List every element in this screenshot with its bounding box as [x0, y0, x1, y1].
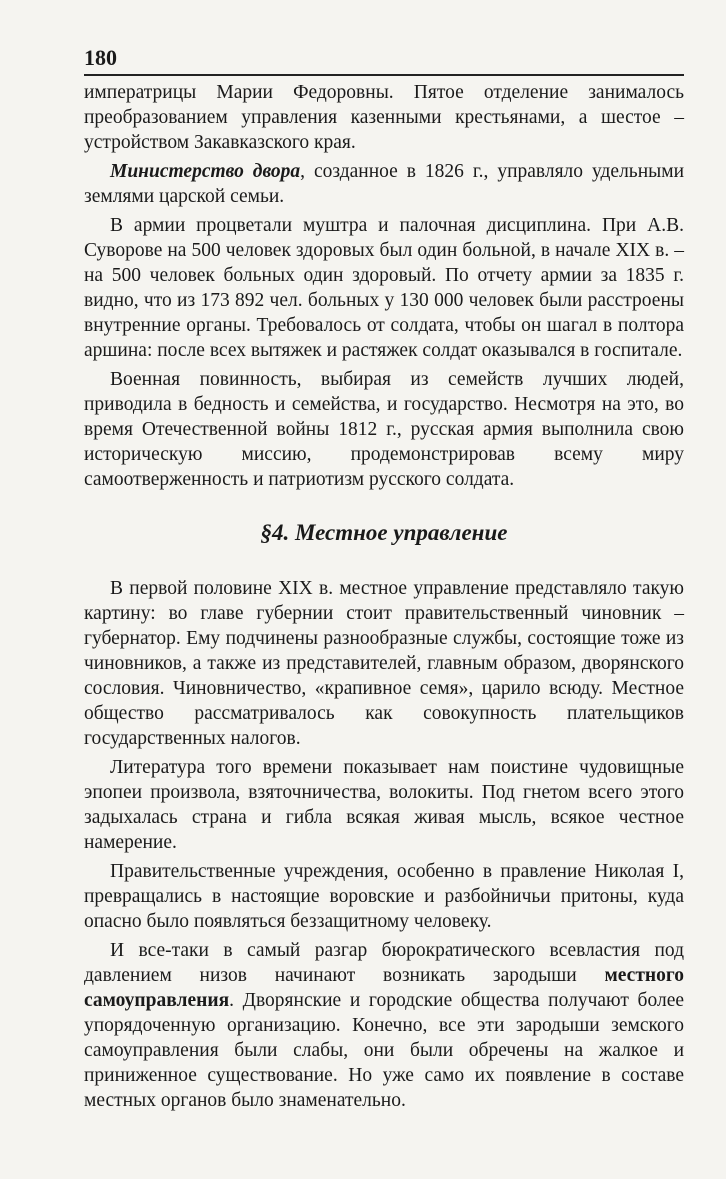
header-rule	[84, 74, 684, 76]
term-ministry-court: Министерство двора	[110, 161, 301, 182]
paragraph-ministry-court	[84, 159, 684, 209]
paragraph-literature: Литература того времени показывает нам поистине чудовищные эпопеи произвола, взяточничества, волокиты. Под гнетом всего этого задыхалась страна и гибла всякая живая мысль, всякое честное намерение.	[84, 757, 684, 853]
paragraph-continuation: императрицы Марии Федоровны. Пятое отделение занималось преобразованием управления казенными крестьянами, а шестое – устройством Закавказского края.	[84, 82, 684, 153]
paragraph-self-government-pre: И все-таки в самый разгар бюрократического всевластия под давлением низов начинают возникать зародыши	[84, 940, 684, 986]
page-number: 180	[84, 45, 117, 70]
paragraph-military-duty: Военная повинность, выбирая из семейств лучших людей, приводила в бедность и семейства, и государство. Несмотря на это, во время Отечественной войны 1812 г., русская армия выполнила свою историческую миссию, продемонстрировав всему миру самоотверженность и патриотизм русского солдата.	[84, 369, 684, 490]
section-title: §4. Местное управление	[260, 520, 508, 545]
paragraph-self-government-post: . Дворянские и городские общества получают более упорядоченную организацию. Конечно, все эти зародыши земского самоуправления были слабы, они были обречены на жалкое и приниженное существование. Но уже само их появление в составе местных органов было знаменательно.	[84, 990, 684, 1111]
term-local-self-government: местного самоуправления	[84, 965, 684, 1011]
paragraph-institutions: Правительственные учреждения, особенно в правление Николая I, превращались в настоящие воровские и разбойничьи притоны, куда опасно было появляться беззащитному человеку.	[84, 861, 684, 932]
book-page	[84, 44, 684, 1117]
paragraph-self-government	[84, 938, 684, 1113]
paragraph-ministry-court-text: , созданное в 1826 г., управляло удельными землями царской семьи.	[84, 161, 685, 207]
paragraph-army-drill: В армии процветали муштра и палочная дисциплина. При А.В. Суворове на 500 человек здоровых был один больной, в начале XIX в. – на 500 человек больных один здоровый. По отчету армии за 1835 г. видно, что из 173 892 чел. больных у 130 000 человек были расстроены внутренние органы. Требовалось от солдата, чтобы он шагал в полтора аршина: после всех вытяжек и растяжек солдат оказывался в госпитале.	[84, 215, 684, 361]
paragraph-local-government: В первой половине XIX в. местное управление представляло такую картину: во главе губернии стоит правительственный чиновник – губернатор. Ему подчинены разнообразные службы, состоящие тоже из чиновников, а также из представителей, главным образом, дворянского сословия. Чиновничество, «крапивное семя», царило всюду. Местное общество рассматривалось как совокупность плательщиков государственных налогов.	[84, 578, 684, 749]
